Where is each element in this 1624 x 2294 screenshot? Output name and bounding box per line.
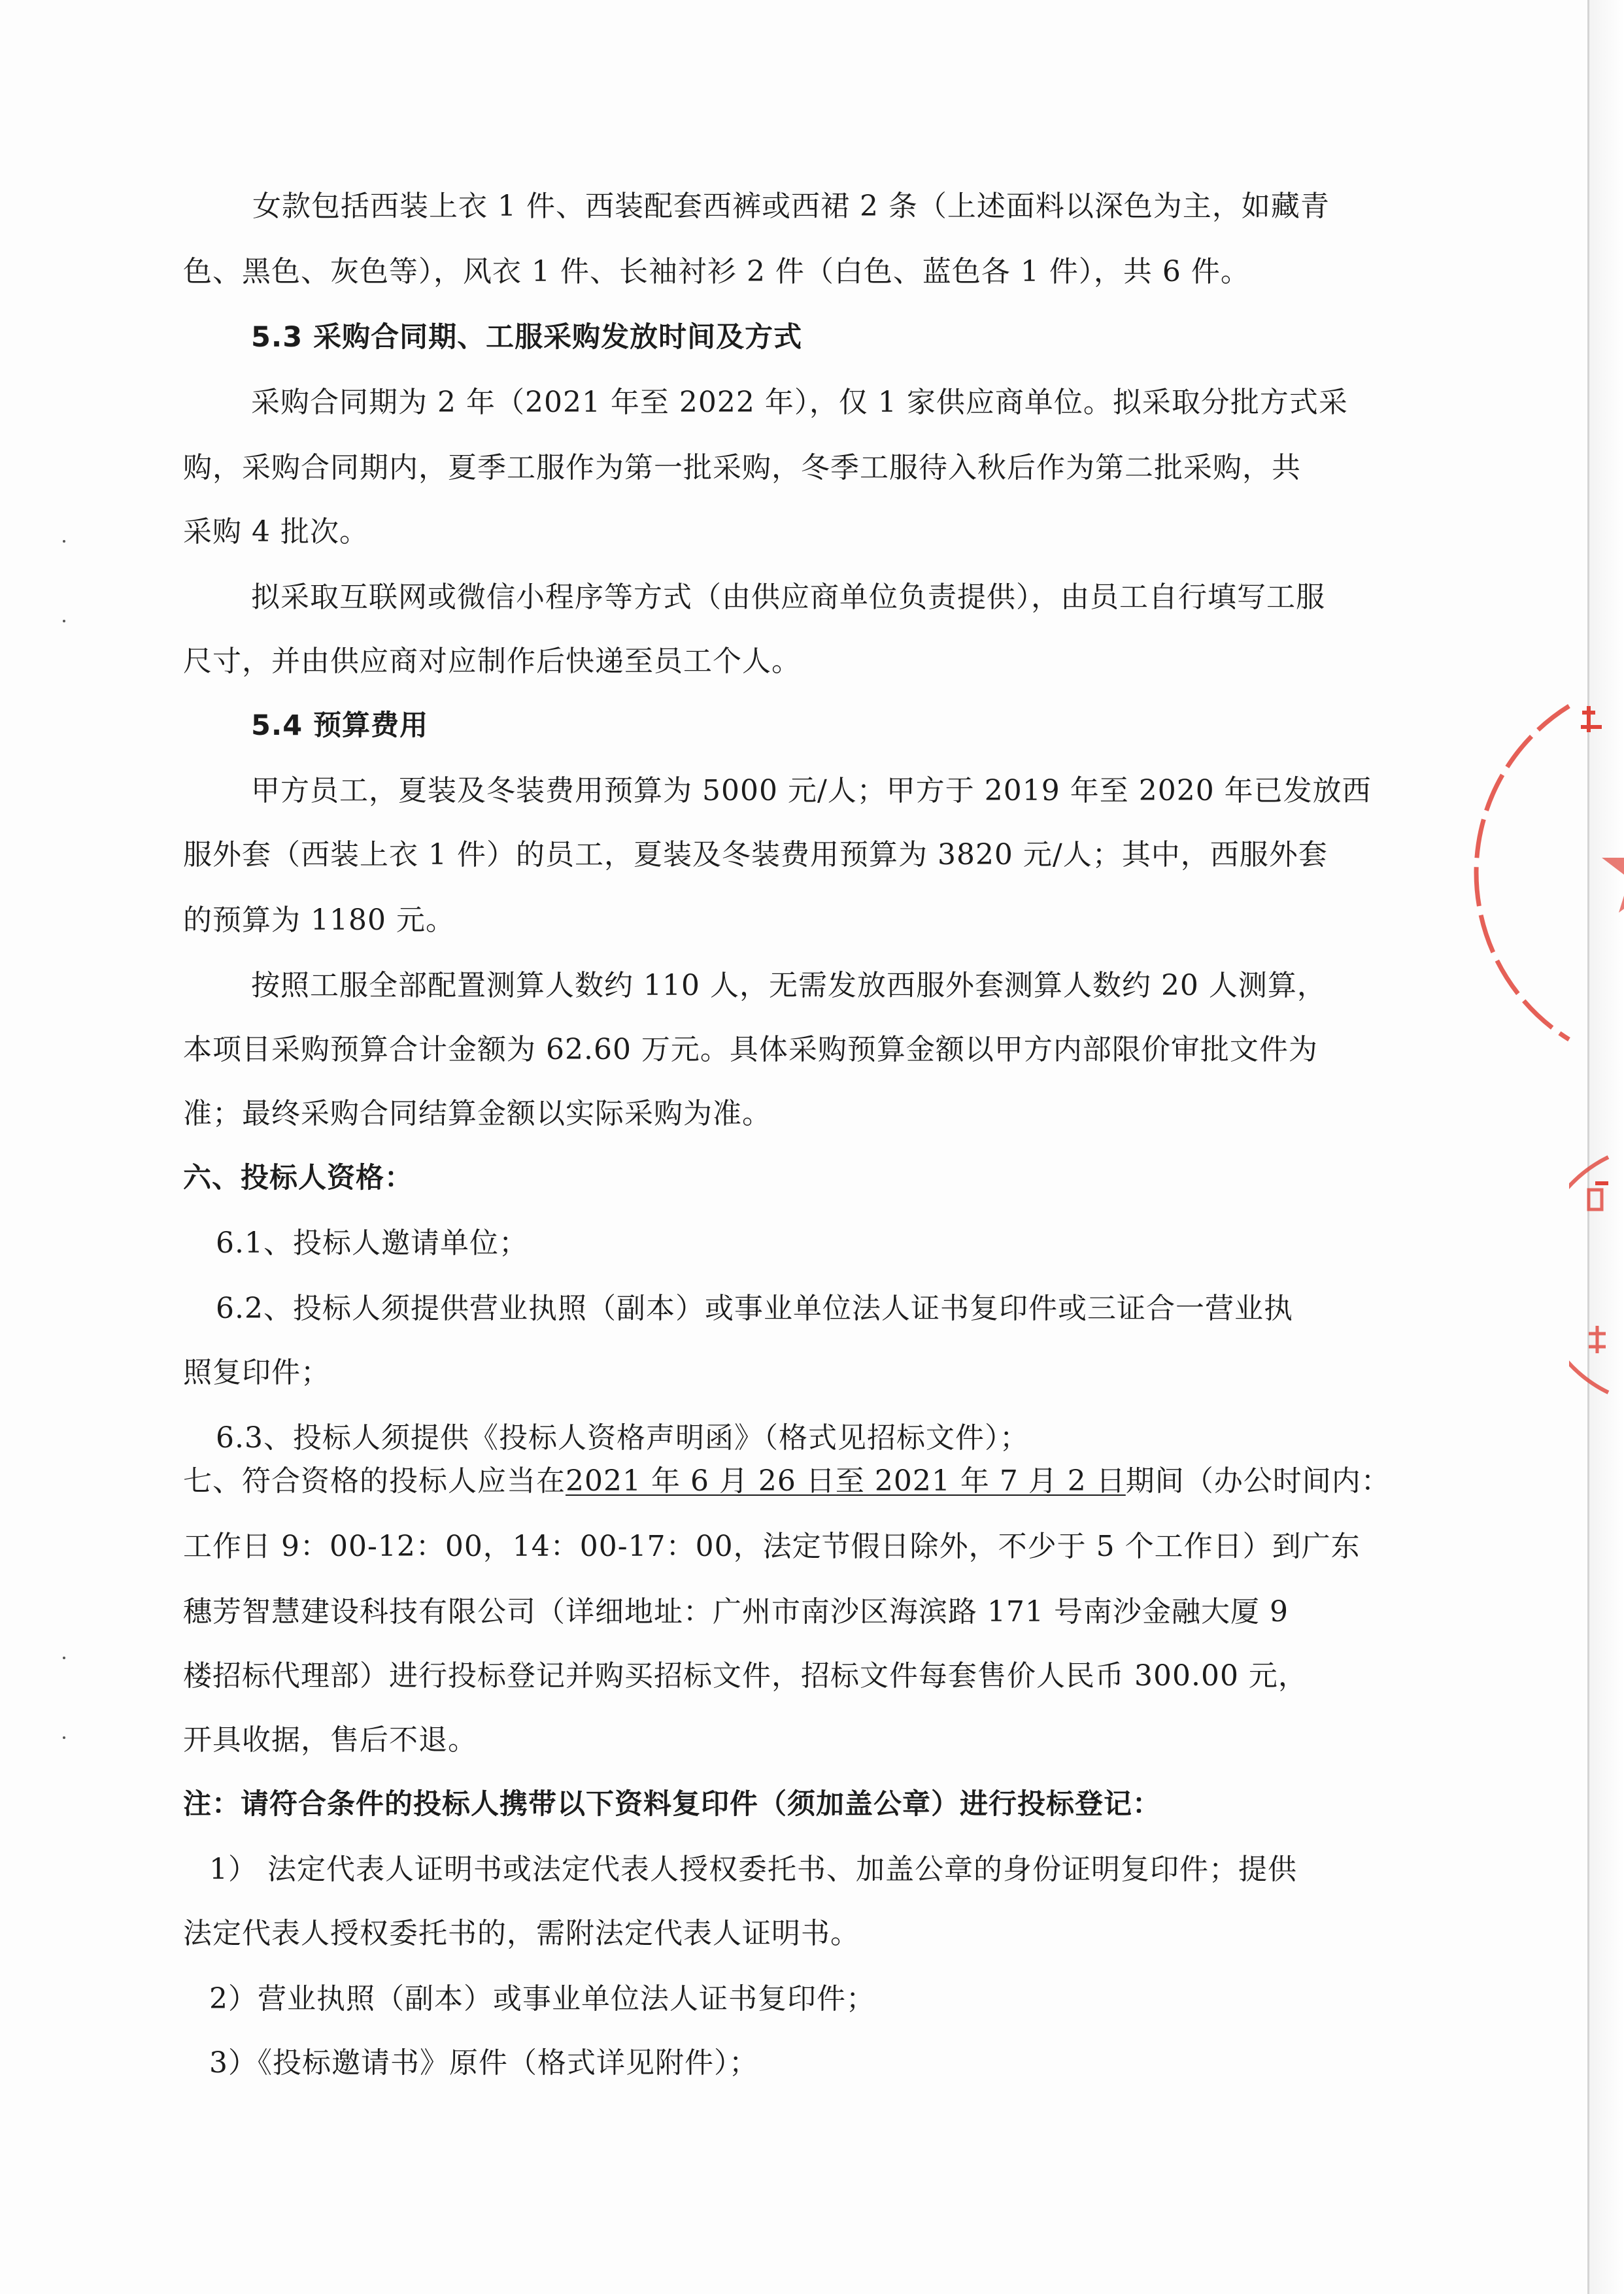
text-line: 女款包括西装上衣 1 件、西装配套西裤或西裙 2 条（上述面料以深色为主，如藏青 bbox=[252, 190, 1330, 223]
text-line: 购，采购合同期内，夏季工服作为第一批采购，冬季工服待入秋后作为第二批采购，共 bbox=[183, 451, 1301, 484]
scan-speck bbox=[63, 540, 65, 543]
seal-fragment-lower bbox=[1569, 1144, 1624, 1406]
registration-period: 2021 年 6 月 26 日至 2021 年 7 月 2 日 bbox=[566, 1464, 1126, 1498]
text-line: 的预算为 1180 元。 bbox=[183, 903, 455, 937]
list-item: 6.1、投标人邀请单位； bbox=[216, 1226, 528, 1260]
text-line: 色、黑色、灰色等），风衣 1 件、长袖衬衫 2 件（白色、蓝色各 1 件），共 6 件。 bbox=[183, 255, 1250, 288]
section-7-line bbox=[183, 1462, 1391, 1501]
text-line: 工作日 9：00-12：00，14：00-17：00，法定节假日除外，不少于 5 个工作日）到广东 bbox=[183, 1530, 1361, 1563]
seal-glyph-mark bbox=[1581, 706, 1602, 732]
text-line: 准；最终采购合同结算金额以实际采购为准。 bbox=[183, 1097, 771, 1130]
list-item: 2）营业执照（副本）或事业单位法人证书复印件； bbox=[209, 1982, 875, 2016]
text-line: 按照工服全部配置测算人数约 110 人，无需发放西服外套测算人数约 20 人测算， bbox=[251, 969, 1327, 1002]
scan-speck bbox=[63, 1736, 65, 1739]
text-line: 开具收据，售后不退。 bbox=[183, 1723, 477, 1757]
section-heading-6: 六、投标人资格： bbox=[183, 1162, 413, 1194]
section-heading-5-3: 5.3 采购合同期、工服采购发放时间及方式 bbox=[251, 321, 803, 354]
official-seal-partial bbox=[1497, 673, 1624, 1105]
list-item: 3）《投标邀请书》原件（格式详见附件）； bbox=[209, 2046, 758, 2080]
section-7-tail: 期间（办公时间内： bbox=[1125, 1464, 1391, 1498]
text-line: 法定代表人授权委托书的，需附法定代表人证明书。 bbox=[183, 1917, 860, 1950]
text-line: 照复印件； bbox=[183, 1356, 330, 1389]
section-7-lead: 七、符合资格的投标人应当在 bbox=[183, 1464, 566, 1498]
seal-glyph-mark bbox=[1589, 1190, 1602, 1209]
text-line: 甲方员工，夏装及冬装费用预算为 5000 元/人；甲方于 2019 年至 2020 年已发放西 bbox=[251, 774, 1372, 807]
text-line: 采购 4 批次。 bbox=[183, 515, 369, 548]
note-heading: 注：请符合条件的投标人携带以下资料复印件（须加盖公章）进行投标登记： bbox=[183, 1788, 1161, 1821]
list-item: 1） 法定代表人证明书或法定代表人授权委托书、加盖公章的身份证明复印件；提供 bbox=[209, 1853, 1297, 1886]
star-icon bbox=[1602, 824, 1624, 913]
text-line: 穗芳智慧建设科技有限公司（详细地址：广州市南沙区海滨路 171 号南沙金融大厦 9 bbox=[183, 1595, 1289, 1628]
seal-ring-arc bbox=[1476, 706, 1569, 1039]
text-line: 拟采取互联网或微信小程序等方式（由供应商单位负责提供），由员工自行填写工服 bbox=[251, 581, 1325, 614]
list-item: 6.3、投标人须提供《投标人资格声明函》（格式见招标文件）； bbox=[216, 1421, 1029, 1455]
text-line: 尺寸，并由供应商对应制作后快递至员工个人。 bbox=[183, 645, 801, 678]
seal-glyph-mark bbox=[1589, 1326, 1606, 1353]
section-heading-5-4: 5.4 预算费用 bbox=[251, 709, 429, 742]
text-line: 采购合同期为 2 年（2021 年至 2022 年），仅 1 家供应商单位。拟采取分批方式采 bbox=[251, 386, 1348, 419]
text-line: 楼招标代理部）进行投标登记并购买招标文件，招标文件每套售价人民币 300.00 元， bbox=[183, 1659, 1308, 1693]
scan-speck bbox=[63, 620, 65, 622]
text-line: 本项目采购预算合计金额为 62.60 万元。具体采购预算金额以甲方内部限价审批文件为 bbox=[183, 1033, 1318, 1066]
scan-speck bbox=[63, 1657, 65, 1659]
list-item: 6.2、投标人须提供营业执照（副本）或事业单位法人证书复印件或三证合一营业执 bbox=[216, 1292, 1293, 1325]
text-line: 服外套（西装上衣 1 件）的员工，夏装及冬装费用预算为 3820 元/人；其中，西服外套 bbox=[183, 838, 1328, 871]
